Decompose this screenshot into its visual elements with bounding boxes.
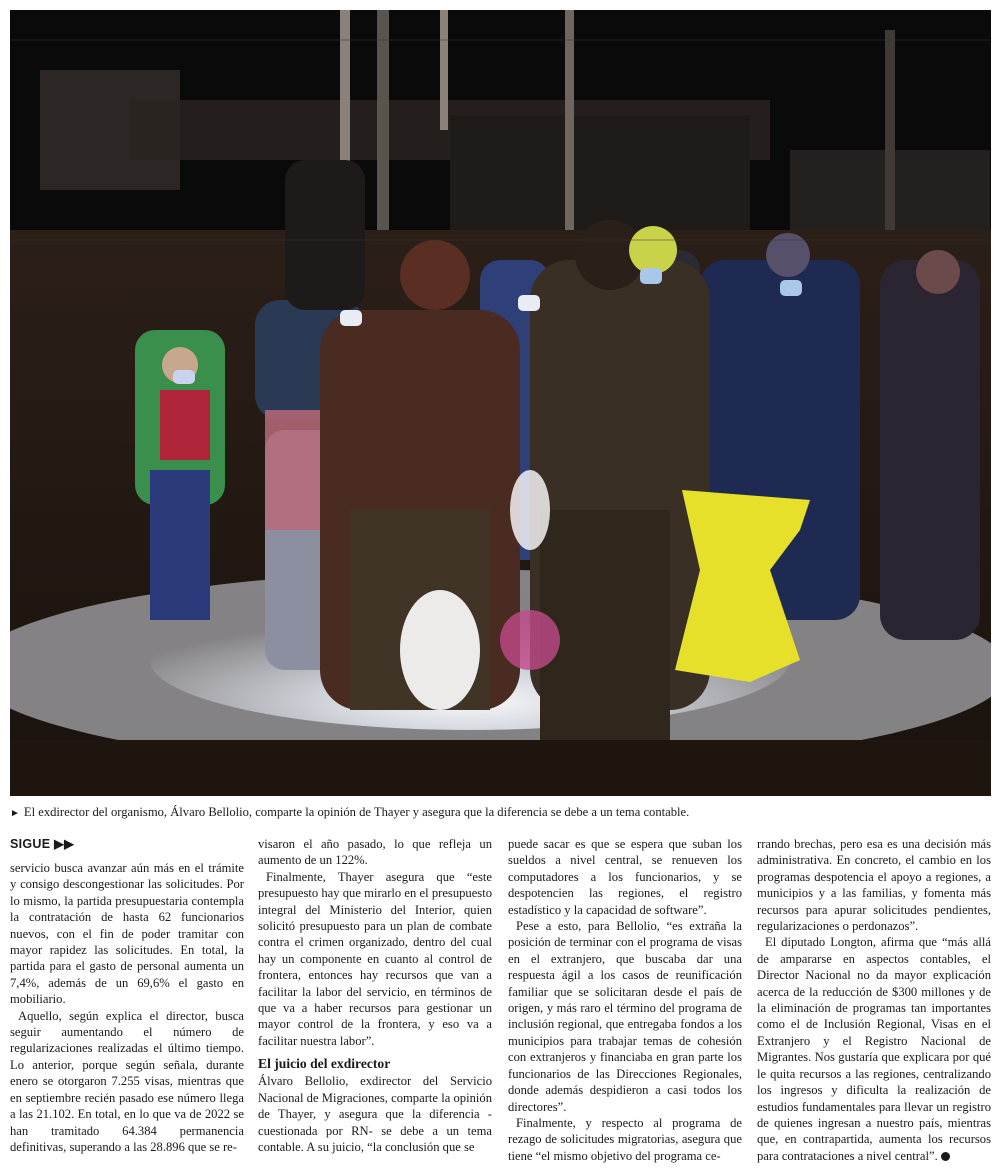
paragraph-text: El diputado Longton, afirma que “más allá de ampararse en aspectos contables, el Director Nacional no da mayor explicación acerca de la reducción de $300 millones y de la eliminación de programas tan importantes como el de Inclusión Regional, Visas en el Extranjero y el Registro Nacional de Migrantes. Nos gustaría que explicara por qué le quita recursos a las regiones, centralizando los ingresos y dificulta la realización de estudios fundamentales para llevar un registro de quienes ingresan a nuestro país, mientras que, en contrapartida, aumenta los recursos para contrataciones a nivel central”. (757, 935, 991, 1163)
paragraph: Álvaro Bellolio, exdirector del Servicio Nacional de Migraciones, comparte la opinión de Thayer, y asegura que la diferencia -cuestionada por RN- se debe a un tema contable. A su juicio, “la conclusión que se (258, 1074, 492, 1154)
paragraph-last (757, 934, 991, 1164)
paragraph: Finalmente, y respecto al programa de rezago de solicitudes migratorias, asegura que tiene “el mismo objetivo del programa ce- (508, 1115, 742, 1163)
photo-caption (10, 804, 991, 822)
sigue-label: SIGUE ▶▶ (10, 837, 74, 851)
article-column-4 (757, 836, 991, 1164)
article-column-2 (258, 836, 492, 1155)
end-of-article-icon (941, 1152, 950, 1161)
paragraph: puede sacar es que se espera que suban los sueldos a nivel central, se renueven los computadores a los funcionarios, y se despotencien las regiones, el registro estadístico y la capacidad de software”. (508, 837, 742, 917)
section-subheading: El juicio del exdirector (258, 1056, 391, 1072)
caption-text: El exdirector del organismo, Álvaro Bellolio, comparte la opinión de Thayer y asegura que la diferencia se debe a un tema contable. (23, 805, 690, 819)
paragraph: servicio busca avanzar aún más en el trámite y consigo descongestionar las solicitudes. Por lo mismo, la partida presupuestaria contempla la contratación de hasta 62 funcionarios nuevos, con el fin de poder tramitar con mayor rapidez las solicitudes. En total, la partida para el gasto de personal aumenta un 7,4%, además de un 69,6% el gasto en mobiliario. (10, 861, 244, 1007)
article-column-3 (508, 836, 742, 1164)
article-column-1 (10, 836, 244, 1155)
paragraph: visaron el año pasado, lo que refleja un aumento de un 122%. (258, 837, 492, 868)
paragraph: Finalmente, Thayer asegura que “este presupuesto hay que mirarlo en el presupuesto integral del Ministerio del Interior, quien solicitó presupuesto para un plan de combate contra el crimen organizado, dentro del cual hay un componente en cuanto al control de frontera, entonces hay recursos que van a facilitar la labor del servicio, en términos de que va a haber recursos para gestionar un mayor control de la frontera, y eso va a facilitar nuestra labor”. (258, 869, 492, 1048)
night-border-photo-icon (10, 10, 991, 796)
paragraph: rrando brechas, pero esa es una decisión más administrativa. En concreto, el cambio en los programas despotencia el apoyo a regiones, a municipios y a las familias, y fomenta más recursos para apurar solicitudes pendientes, regularizaciones o perdonazos”. (757, 837, 991, 934)
news-photo (10, 10, 991, 796)
paragraph: Aquello, según explica el director, busca seguir aumentando el número de regularizaciones realizadas el último tiempo. Lo anterior, porque según señala, durante enero se otorgaron 7.255 visas, mientras que en septiembre recién pasado ese número llega a las 21.102. En total, en lo que va de 2022 se han tramitado 64.384 permanencia definitivas, superando a las 28.896 que se re- (10, 1008, 244, 1154)
caption-arrow-icon: ► (10, 808, 20, 819)
paragraph: Pese a esto, para Bellolio, “es extraña la posición de terminar con el programa de visas en el extranjero, que buscaba dar una respuesta ágil a los casos de reunificación familiar que se solicitaran desde el país de origen, y más raro el término del programa de inclusión regional, que entregaba fondos a los municipios para trabajar temas de cohesión con extranjeros y financiaba en gran parte los funcionarios de las Direcciones Regionales, donde además despidieron a casi todos los directores”. (508, 919, 742, 1114)
